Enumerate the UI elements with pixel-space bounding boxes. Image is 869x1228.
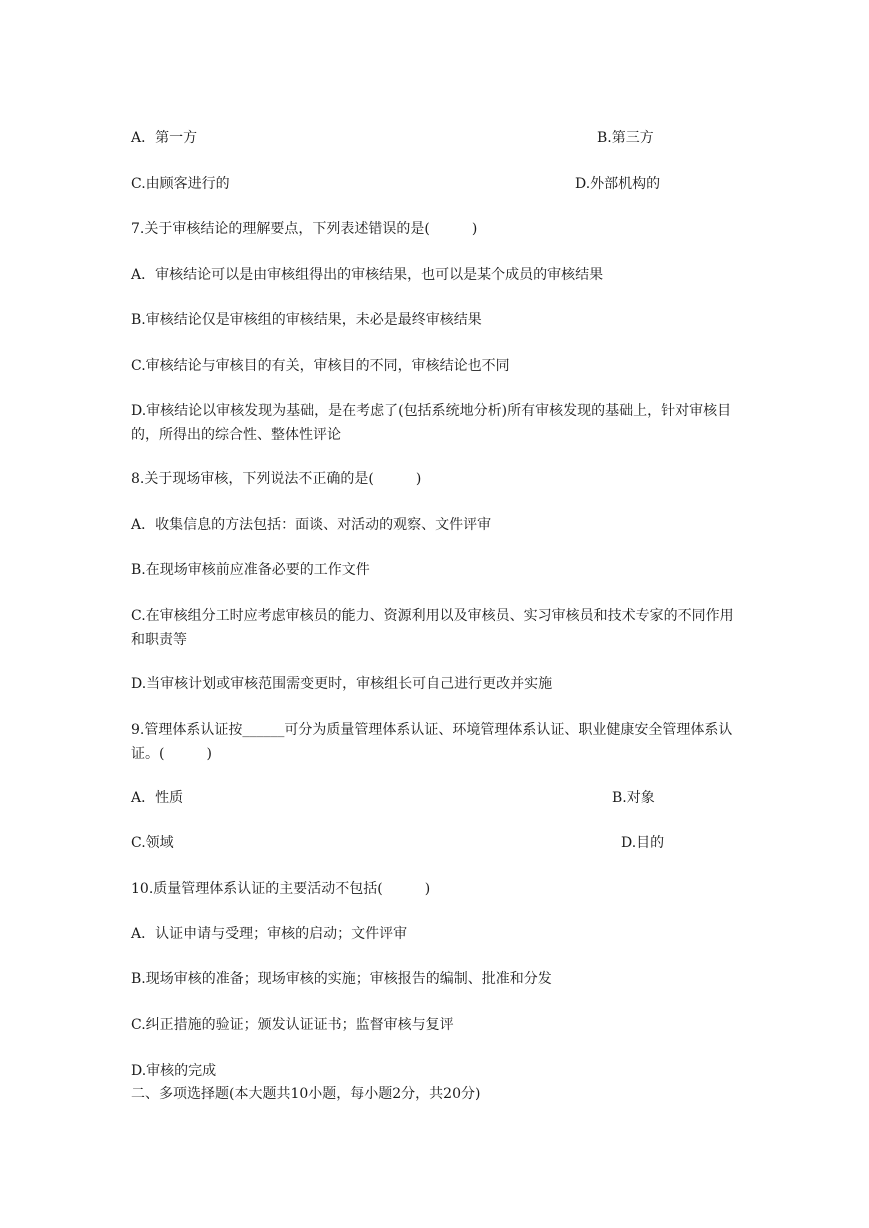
q8-option-b: B.在现场审核前应准备必要的工作文件: [131, 562, 370, 578]
q8-option-a: A．收集信息的方法包括：面谈、对活动的观察、文件评审: [131, 517, 492, 533]
q9-option-b: B.对象: [612, 790, 655, 806]
q10-option-c: C.纠正措施的验证；颁发认证证书；监督审核与复评: [131, 1017, 454, 1033]
q8-option-c: C.在审核组分工时应考虑审核员的能力、资源利用以及审核员、实习审核员和技术专家的不同作用和职责等: [131, 608, 734, 648]
q7-option-c: C.审核结论与审核目的有关，审核目的不同，审核结论也不同: [131, 358, 510, 374]
q10-option-a: A．认证申请与受理；审核的启动；文件评审: [131, 926, 408, 942]
q6-option-d: D.外部机构的: [575, 176, 661, 192]
q9-option-c: C.领域: [131, 835, 174, 851]
q6-option-c: C.由顾客进行的: [131, 176, 230, 192]
q7-stem: 7.关于审核结论的理解要点，下列表述错误的是( ): [131, 221, 478, 237]
section2-heading: 二、多项选择题(本大题共10小题，每小题2分，共20分): [131, 1086, 481, 1102]
q6-option-a: A．第一方: [131, 130, 198, 146]
q10-stem: 10.质量管理体系认证的主要活动不包括( ): [131, 881, 431, 897]
q7-option-a: A．审核结论可以是由审核组得出的审核结果，也可以是某个成员的审核结果: [131, 267, 604, 283]
q9-option-a: A．性质: [131, 790, 184, 806]
q8-option-d: D.当审核计划或审核范围需变更时，审核组长可自己进行更改并实施: [131, 676, 553, 692]
q6-option-b: B.第三方: [597, 130, 654, 146]
q7-option-d: D.审核结论以审核发现为基础，是在考虑了(包括系统地分析)所有审核发现的基础上，针对审核目的，所得出的综合性、整体性评论: [131, 403, 732, 443]
q8-stem: 8.关于现场审核，下列说法不正确的是( ): [131, 471, 422, 487]
q10-option-b: B.现场审核的准备；现场审核的实施；审核报告的编制、批准和分发: [131, 971, 552, 987]
q9-option-d: D.目的: [621, 835, 665, 851]
q10-option-d: D.审核的完成: [131, 1063, 217, 1079]
q9-stem: 9.管理体系认证按______可分为质量管理体系认证、环境管理体系认证、职业健康安全管理体系认证。( ): [131, 722, 733, 762]
q7-option-b: B.审核结论仅是审核组的审核结果，未必是最终审核结果: [131, 312, 482, 328]
